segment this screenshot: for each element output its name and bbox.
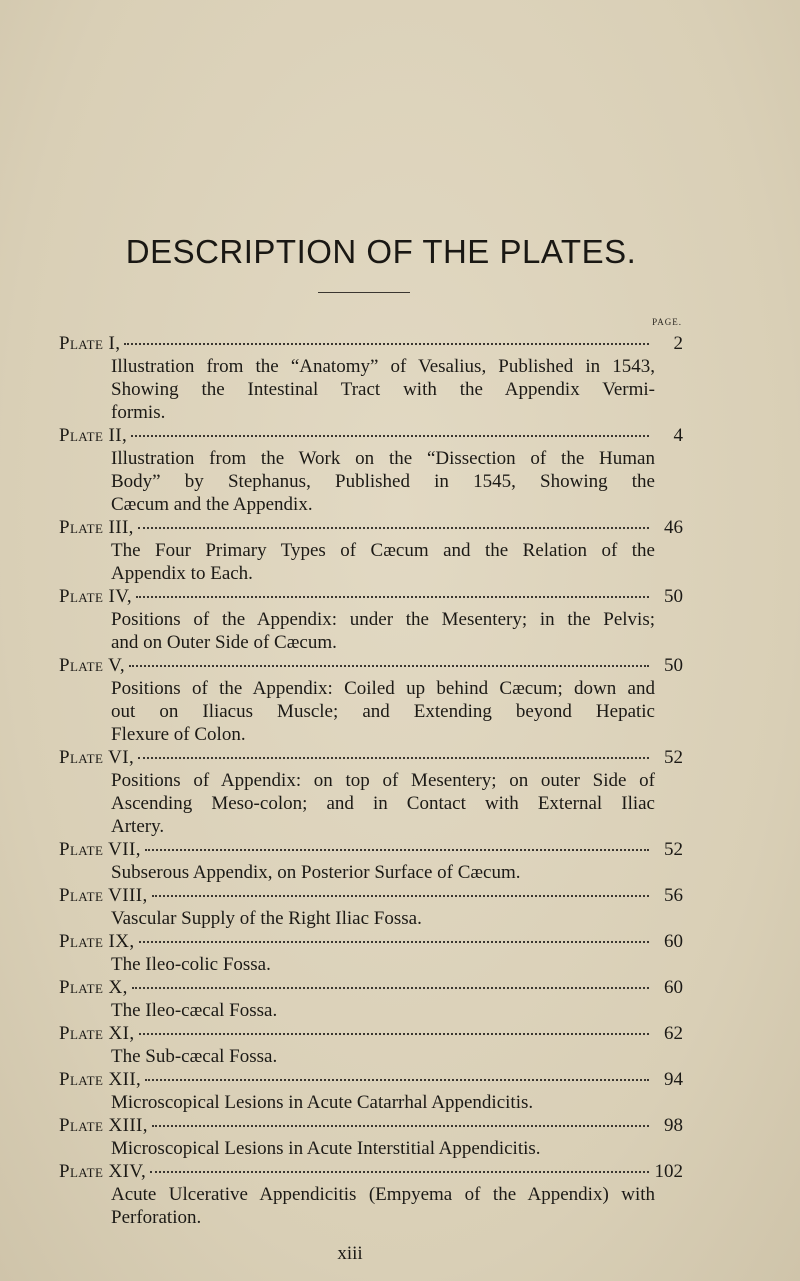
plate-label: Plate IV, <box>59 586 133 607</box>
plate-label: Plate IX, <box>59 931 135 952</box>
plate-page-number: 60 <box>664 931 683 952</box>
plate-entry <box>59 332 683 424</box>
plate-page-number: 52 <box>664 839 683 860</box>
plate-label: Plate XIV, <box>59 1161 147 1182</box>
plate-page-number: 98 <box>664 1115 683 1136</box>
plate-description-line: Body” by Stephanus, Published in 1545, Showing the <box>111 471 655 492</box>
plate-heading-line <box>59 1022 683 1045</box>
plate-label: Plate XIII, <box>59 1115 148 1136</box>
plate-label: Plate X, <box>59 977 128 998</box>
plate-description-line: Vascular Supply of the Right Iliac Fossa. <box>111 908 422 929</box>
plate-description-line: Microscopical Lesions in Acute Interstitial Appendicitis. <box>111 1138 541 1159</box>
plate-entry <box>59 516 683 585</box>
plate-description-line: The Ileo-cæcal Fossa. <box>111 1000 278 1021</box>
plate-description-line: Positions of Appendix: on top of Mesentery; on outer Side of <box>111 770 655 791</box>
dot-leader <box>152 895 649 897</box>
title-rule <box>318 292 410 293</box>
plate-label: Plate II, <box>59 425 128 446</box>
dot-leader <box>129 665 649 667</box>
plate-description-line: Cæcum and the Appendix. <box>111 494 313 515</box>
page-column-label: PAGE. <box>652 317 682 327</box>
plate-entry <box>59 1114 683 1160</box>
plate-entry <box>59 930 683 976</box>
plate-description-line: out on Iliacus Muscle; and Extending beyond Hepatic <box>111 701 655 722</box>
plate-description-line: Perforation. <box>111 1207 202 1228</box>
page-title: DESCRIPTION OF THE PLATES. <box>125 233 637 270</box>
plate-description-line: Artery. <box>111 816 165 837</box>
dot-leader <box>145 849 649 851</box>
plate-page-number: 52 <box>664 747 683 768</box>
plate-description-line: Positions of the Appendix: under the Mesentery; in the Pelvis; <box>111 609 655 630</box>
plate-heading-line <box>59 838 683 861</box>
plate-description-line: Appendix to Each. <box>111 563 253 584</box>
plate-heading-line <box>59 424 683 447</box>
plate-description-line: Illustration from the “Anatomy” of Vesalius, Published in 1543, <box>111 356 655 377</box>
dot-leader <box>132 987 649 989</box>
plate-description-line: Showing the Intestinal Tract with the Appendix Vermi- <box>111 379 655 400</box>
plate-page-number: 62 <box>664 1023 683 1044</box>
dot-leader <box>139 1033 650 1035</box>
plate-label: Plate VIII, <box>59 885 148 906</box>
dot-leader <box>136 596 649 598</box>
plate-entry <box>59 1068 683 1114</box>
plate-description-line: The Ileo-colic Fossa. <box>111 954 271 975</box>
plate-entry <box>59 424 683 516</box>
plate-description-line: Subserous Appendix, on Posterior Surface of Cæcum. <box>111 862 521 883</box>
plate-entry <box>59 1022 683 1068</box>
dot-leader <box>124 343 649 345</box>
plate-description-line: formis. <box>111 402 166 423</box>
plate-heading-line <box>59 1114 683 1137</box>
dot-leader <box>131 435 649 437</box>
plate-entry <box>59 976 683 1022</box>
dot-leader <box>150 1171 649 1173</box>
folio-number: xiii <box>337 1243 363 1264</box>
dot-leader <box>145 1079 649 1081</box>
plate-description-line: Flexure of Colon. <box>111 724 246 745</box>
plates-list <box>59 332 683 1229</box>
plate-description-line: Illustration from the Work on the “Dissection of the Human <box>111 448 655 469</box>
plate-entry <box>59 884 683 930</box>
plate-entry <box>59 1160 683 1229</box>
plate-heading-line <box>59 884 683 907</box>
plate-page-number: 2 <box>673 333 683 354</box>
plate-description-line: Positions of the Appendix: Coiled up behind Cæcum; down and <box>111 678 655 699</box>
plate-heading-line <box>59 976 683 999</box>
plate-heading-line <box>59 516 683 539</box>
plate-label: Plate V, <box>59 655 125 676</box>
plate-entry <box>59 746 683 838</box>
plate-page-number: 46 <box>664 517 683 538</box>
plate-description-line: The Sub-cæcal Fossa. <box>111 1046 278 1067</box>
plate-page-number: 56 <box>664 885 683 906</box>
plate-heading-line <box>59 1068 683 1091</box>
plate-description-line: Acute Ulcerative Appendicitis (Empyema of the Appendix) with <box>111 1184 655 1205</box>
plate-heading-line <box>59 332 683 355</box>
plate-description-line: Ascending Meso-colon; and in Contact with External Iliac <box>111 793 655 814</box>
plate-label: Plate XII, <box>59 1069 142 1090</box>
plate-page-number: 94 <box>664 1069 683 1090</box>
plate-label: Plate XI, <box>59 1023 135 1044</box>
plate-heading-line <box>59 746 683 769</box>
plate-page-number: 60 <box>664 977 683 998</box>
plate-page-number: 102 <box>654 1161 683 1182</box>
dot-leader <box>139 941 650 943</box>
plate-heading-line <box>59 654 683 677</box>
dot-leader <box>152 1125 649 1127</box>
plate-description-line: The Four Primary Types of Cæcum and the Relation of the <box>111 540 655 561</box>
plate-description-line: and on Outer Side of Cæcum. <box>111 632 337 653</box>
plate-label: Plate I, <box>59 333 121 354</box>
plate-heading-line <box>59 1160 683 1183</box>
plate-label: Plate VII, <box>59 839 141 860</box>
plate-entry <box>59 585 683 654</box>
plate-entry <box>59 654 683 746</box>
plate-entry <box>59 838 683 884</box>
dot-leader <box>138 527 649 529</box>
plate-page-number: 50 <box>664 586 683 607</box>
plate-page-number: 4 <box>673 425 683 446</box>
plate-label: Plate VI, <box>59 747 135 768</box>
plate-description-line: Microscopical Lesions in Acute Catarrhal Appendicitis. <box>111 1092 534 1113</box>
plate-label: Plate III, <box>59 517 134 538</box>
dot-leader <box>138 757 649 759</box>
plate-heading-line <box>59 585 683 608</box>
plate-heading-line <box>59 930 683 953</box>
plate-page-number: 50 <box>664 655 683 676</box>
